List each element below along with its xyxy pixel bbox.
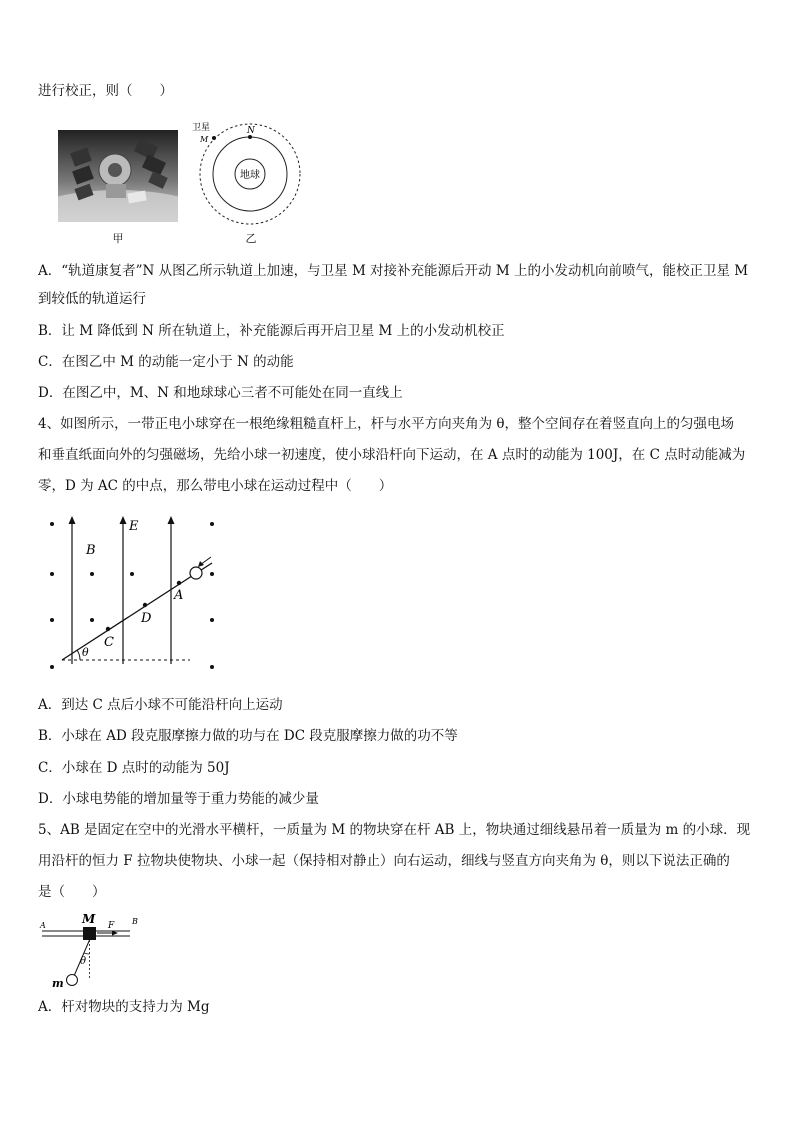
figure-jia-label: 甲 [112,232,124,245]
field-arrow-3 [168,516,175,524]
q5-stem-line2: 用沿杆的恒力 F 拉物块使物块、小球一起（保持相对静止）向右运动，细线与竖直方向夹角为 θ，则以下说法正确的 [38,853,730,869]
satellite-photo-figure [58,130,178,222]
orbit-diagram [188,116,310,230]
field-arrow-2 [120,516,127,524]
q5-stem-line1: 5、AB 是固定在空中的光滑水平横杆，一质量为 M 的物块穿在杆 AB 上，物块通过细线悬吊着一质量为 m 的小球．现 [38,822,751,838]
q5-stem-line3: 是（ ） [38,884,106,900]
satellite-photo [58,130,178,222]
q4-figure [40,512,230,678]
point-c [106,627,110,631]
q5-figure [36,908,146,992]
field-arrow-1 [69,516,76,524]
q4-option-d: D．小球电势能的增加量等于重力势能的减少量 [38,791,319,807]
d-label: D [141,611,152,626]
q4-option-c: C．小球在 D 点时的动能为 50J [38,760,230,776]
q3-option-a-line1: A．“轨道康复者”N 从图乙所示轨道上加速，与卫星 M 对接补充能源后开动 M 上的小发动机向前喷气，能校正卫星 M [38,263,749,279]
angle-arc [77,650,80,660]
q3-option-a-line2: 到较低的轨道运行 [38,291,146,307]
q4-stem-line2: 和垂直纸面向外的匀强磁场，先给小球一初速度，使小球沿杆向下运动，在 A 点时的动能为 100J，在 C 点时动能减为 [38,447,746,463]
q3-option-b: B．让 M 降低到 N 所在轨道上，补充能源后再开启卫星 M 上的小发动机校正 [38,323,505,339]
figure-yi-label: 乙 [245,232,257,245]
ball-m [67,975,78,986]
m-label: M [200,135,209,144]
velocity-arrow-head [198,561,204,567]
n-label: N [247,126,255,136]
point-d [143,603,147,607]
satellite-label: 卫星 [192,123,211,133]
satellite-m-dot [212,136,216,140]
block-m-label: M [82,912,96,926]
q4-stem-line1: 4、如图所示，一带正电小球穿在一根绝缘粗糙直杆上，杆与水平方向夹角为 θ，整个空间存在着竖直向上的匀强电场 [38,416,735,432]
string-theta-label: θ [80,956,87,967]
point-a [177,581,181,585]
intro-tail-text: 进行校正，则（ ） [38,83,173,99]
charged-ball [190,567,202,579]
b-label: B [86,543,96,558]
force-f-label: F [108,921,115,931]
theta-label: θ [82,646,89,659]
q4-stem-line3: 零，D 为 AC 的中点，那么带电小球在运动过程中（ ） [38,478,393,494]
rod-b-label: B [132,917,138,926]
earth-label: 地球 [240,170,260,181]
a-label: A [174,588,184,603]
q3-option-c: C．在图乙中 M 的动能一定小于 N 的动能 [38,354,294,370]
c-label: C [104,635,114,650]
ball-m-label: m [52,977,64,990]
magnetic-field-dots [50,522,214,669]
rod-a-label: A [40,921,46,930]
q4-option-a: A．到达 C 点后小球不可能沿杆向上运动 [38,697,283,713]
block-m [83,927,96,940]
string-angle-arc [84,953,90,954]
q3-option-d: D．在图乙中，M、N 和地球球心三者不可能处在同一直线上 [38,385,403,401]
q4-option-b: B．小球在 AD 段克服摩擦力做的功与在 DC 段克服摩擦力做的功不等 [38,728,458,744]
q5-option-a: A．杆对物块的支持力为 Mg [38,999,210,1015]
e-label: E [129,519,139,534]
